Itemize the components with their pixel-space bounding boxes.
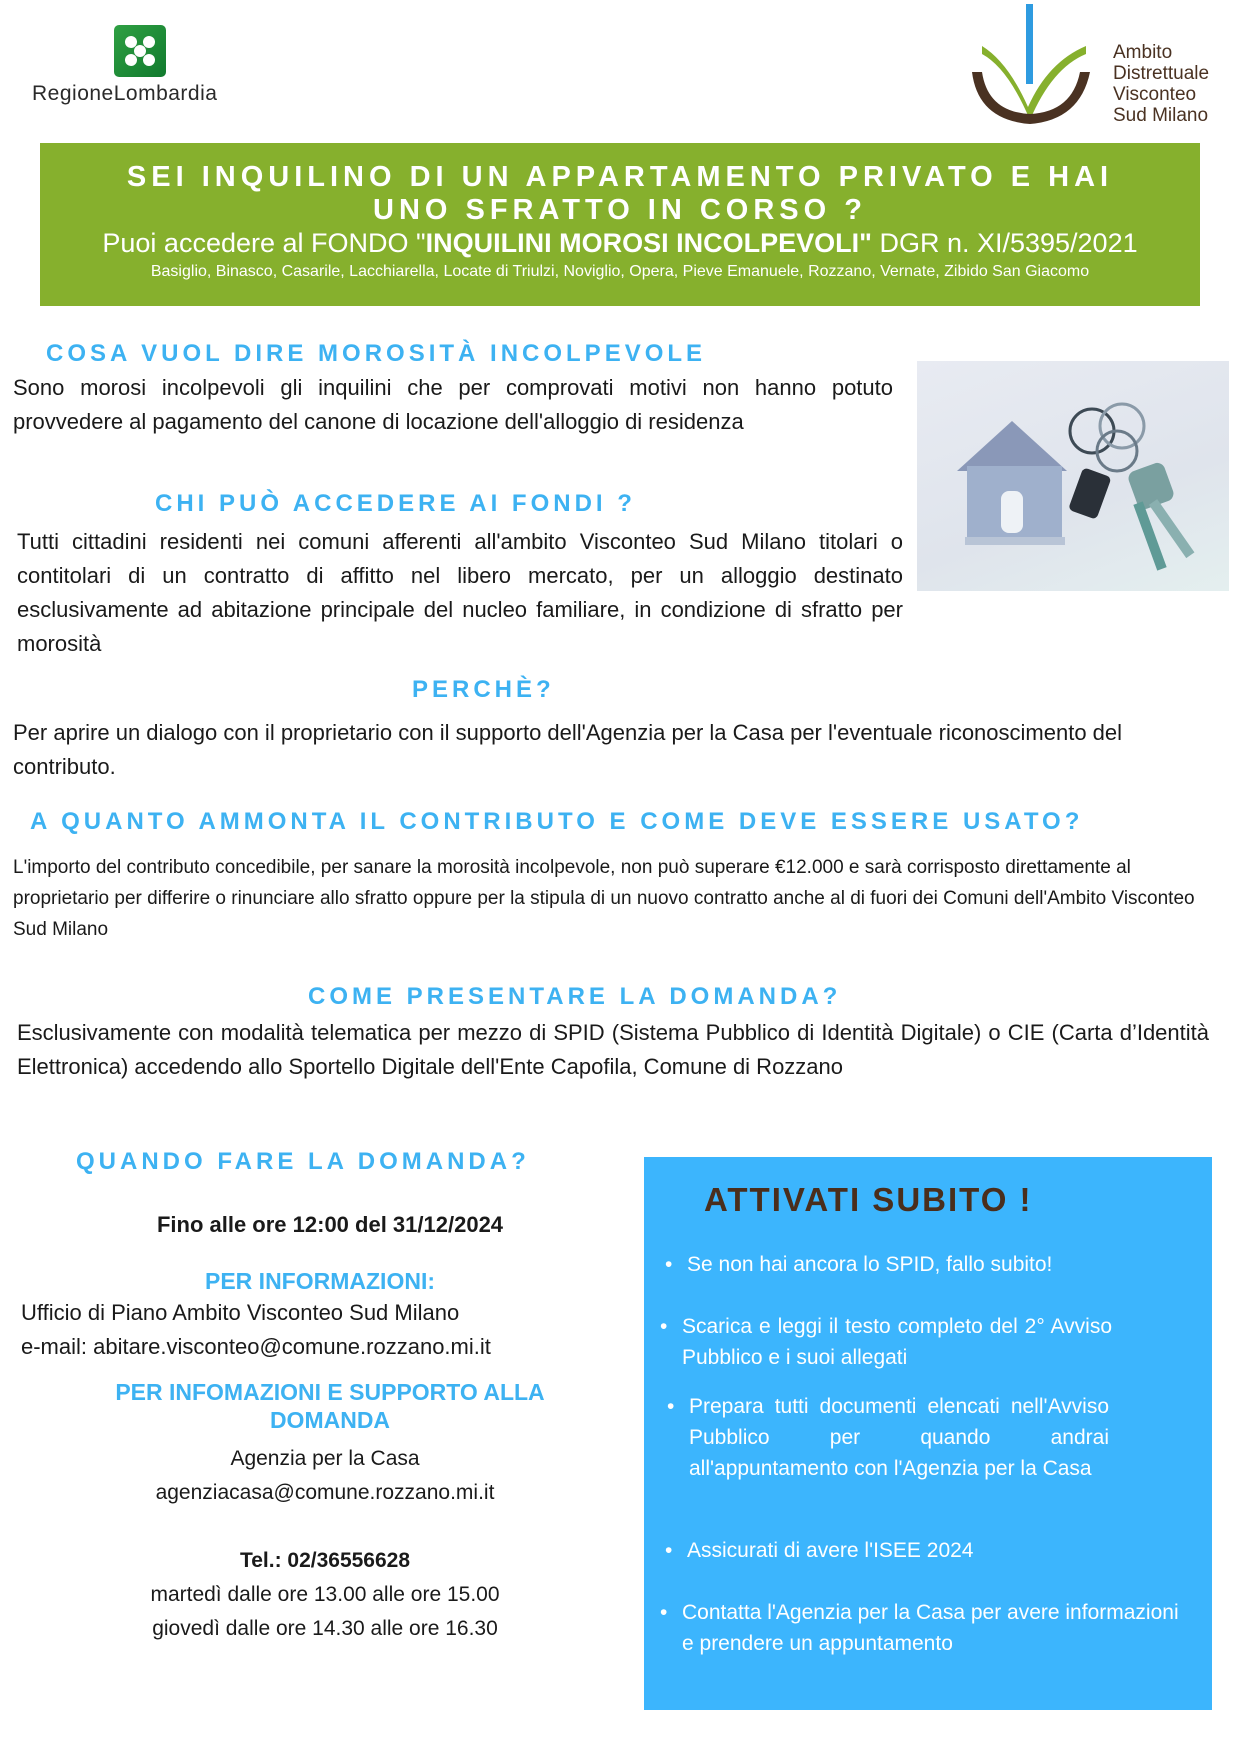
- support-email[interactable]: agenziacasa@comune.rozzano.mi.it: [155, 1481, 495, 1504]
- info-office: Ufficio di Piano Ambito Visconteo Sud Milano: [21, 1300, 460, 1325]
- ambito-visconteo-logo: [968, 2, 1238, 128]
- cta-bullet: • Prepara tutti documenti elencati nell'Avviso Pubblico per quando andrai all'appuntamento con l'Agenzia per la Casa: [689, 1391, 1109, 1484]
- info-email[interactable]: e-mail: abitare.visconteo@comune.rozzano.mi.it: [21, 1334, 491, 1359]
- support-agency: Agenzia per la Casa: [230, 1447, 420, 1470]
- cta-bullet: • Se non hai ancora lo SPID, fallo subito!: [687, 1249, 1187, 1280]
- heading-ammonta: A QUANTO AMMONTA IL CONTRIBUTO E COME DEVE ESSERE USATO?: [30, 808, 1084, 835]
- cta-title: ATTIVATI SUBITO !: [704, 1181, 1033, 1218]
- heading-perche: PERCHÈ?: [412, 676, 555, 703]
- heading-info: PER INFORMAZIONI:: [205, 1268, 435, 1294]
- support-hours-tue: martedì dalle ore 13.00 alle ore 15.00: [150, 1583, 500, 1606]
- heading-quando: QUANDO FARE LA DOMANDA?: [76, 1148, 530, 1175]
- text-perche: Per aprire un dialogo con il proprietario con il supporto dell'Agenzia per la Casa per l'eventuale riconoscimento del contributo.: [13, 720, 1123, 779]
- heading-support: PER INFOMAZIONI E SUPPORTO ALLA DOMANDA: [115, 1379, 545, 1433]
- ambito-emblem-icon: [968, 2, 1108, 128]
- cta-bullet: • Contatta l'Agenzia per la Casa per avere informazioni e prendere un appuntamento: [682, 1597, 1182, 1659]
- heading-morosita: COSA VUOL DIRE MOROSITÀ INCOLPEVOLE: [46, 340, 707, 367]
- heading-chi: CHI PUÒ ACCEDERE AI FONDI ?: [155, 490, 636, 517]
- house-keychain-icon: [917, 361, 1229, 591]
- banner-title: SEI INQUILINO DI UN APPARTAMENTO PRIVATO E HAI UNO SFRATTO IN CORSO ?: [126, 161, 1114, 226]
- text-chi: Tutti cittadini residenti nei comuni afferenti all'ambito Visconteo Sud Milano titolari o contitolari di un contratto di affitto nel libero mercato, per un alloggio destinato esclusivamente ad abitazione principale del nucleo familiare, in condizione di sfratto per morosità: [17, 529, 903, 656]
- text-ammonta: L'importo del contributo concedibile, per sanare la morosità incolpevole, non può superare €12.000 e sarà corrisposto direttamente al proprietario per differire o rinunciare allo sfratto oppure per la stipula di un nuovo contratto anche al di fuori dei Comuni dell'Ambito Visconteo Sud Milano: [13, 857, 1195, 940]
- text-morosita: Sono morosi incolpevoli gli inquilini che per comprovati motivi non hanno potuto provvedere al pagamento del canone di locazione dell'alloggio di residenza: [13, 375, 893, 434]
- text-come: Esclusivamente con modalità telematica per mezzo di SPID (Sistema Pubblico di Identità Digitale) o CIE (Carta d’Identità Elettronica) accedendo allo Sportello Digitale dell'Ente Capofila, Comune di Rozzano: [17, 1020, 1209, 1079]
- regione-lombardia-wordmark: RegioneLombardia: [32, 82, 218, 105]
- cta-bullet: • Scarica e leggi il testo completo del 2° Avviso Pubblico e i suoi allegati: [682, 1311, 1112, 1373]
- banner-towns: Basiglio, Binasco, Casarile, Lacchiarella, Locate di Triulzi, Noviglio, Opera, Pieve Emanuele, Rozzano, Vernate, Zibido San Giacomo: [150, 263, 1090, 280]
- support-phone[interactable]: Tel.: 02/36556628: [239, 1549, 411, 1572]
- support-hours-thu: giovedì dalle ore 14.30 alle ore 16.30: [152, 1617, 498, 1640]
- title-banner: [40, 143, 1200, 306]
- cta-box: [644, 1157, 1212, 1710]
- deadline: Fino alle ore 12:00 del 31/12/2024: [156, 1212, 504, 1237]
- banner-subtitle: Puoi accedere al FONDO "INQUILINI MOROSI INCOLPEVOLI" DGR n. XI/5395/2021: [102, 228, 1138, 258]
- cta-bullet: • Assicurati di avere l'ISEE 2024: [687, 1535, 1187, 1566]
- regione-lombardia-logo: [32, 25, 252, 105]
- lombardy-rose-icon: [114, 25, 166, 77]
- house-keys-image: [917, 361, 1229, 591]
- support-contacts: [0, 1442, 650, 1646]
- heading-come: COME PRESENTARE LA DOMANDA?: [308, 983, 842, 1010]
- ambito-wordmark: Ambito Distrettuale Visconteo Sud Milano: [1113, 42, 1210, 126]
